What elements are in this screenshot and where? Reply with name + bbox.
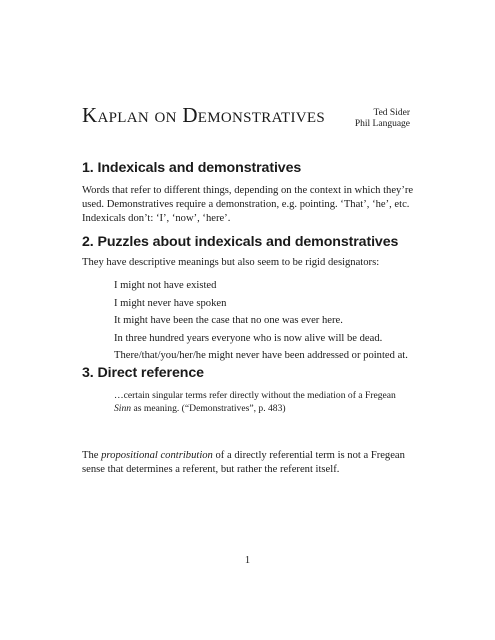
example-item: I might never have spoken bbox=[114, 297, 227, 309]
section-heading-3: 3. Direct reference bbox=[82, 365, 204, 381]
example-item: It might have been the case that no one was ever here. bbox=[114, 315, 343, 327]
course-name: Phil Language bbox=[354, 119, 410, 129]
quote-sinn: Sinn bbox=[114, 403, 132, 414]
page-number: 1 bbox=[244, 555, 251, 566]
section-3-paragraph bbox=[82, 449, 417, 477]
paragraph-rest: of a directly referential term is not a Fregean sense that determines a referent, but rather the referent itself. bbox=[82, 450, 405, 475]
quote-citation: as meaning. (“Demonstratives”, p. 483) bbox=[131, 403, 286, 414]
section-1-paragraph: Words that refer to different things, depending on the context in which they’re used. Demonstratives require a demonstration, e.g. pointing. ‘That’, ‘he’, etc. Indexicals don’t: ‘I’, ‘now’, ‘here’. bbox=[82, 185, 414, 224]
page-title: Kaplan on Demonstratives bbox=[82, 103, 326, 127]
block-quote bbox=[114, 389, 414, 415]
example-list bbox=[114, 277, 408, 365]
author-block bbox=[355, 108, 410, 130]
section-heading-1: 1. Indexicals and demonstratives bbox=[82, 160, 302, 176]
example-item: In three hundred years everyone who is now alive will be dead. bbox=[114, 332, 383, 344]
section-2-paragraph: They have descriptive meanings but also seem to be rigid designators: bbox=[82, 257, 380, 268]
paragraph-italic-term: propositional contribution bbox=[101, 450, 213, 461]
quote-text: …certain singular terms refer directly without the mediation of a Fregean bbox=[114, 390, 396, 401]
paragraph-lead: The bbox=[82, 450, 102, 461]
author-name: Ted Sider bbox=[373, 108, 410, 118]
section-heading-2: 2. Puzzles about indexicals and demonstratives bbox=[82, 234, 399, 250]
example-item: I might not have existed bbox=[114, 280, 217, 291]
example-item: There/that/you/her/he might never have been addressed or pointed at. bbox=[114, 350, 408, 362]
